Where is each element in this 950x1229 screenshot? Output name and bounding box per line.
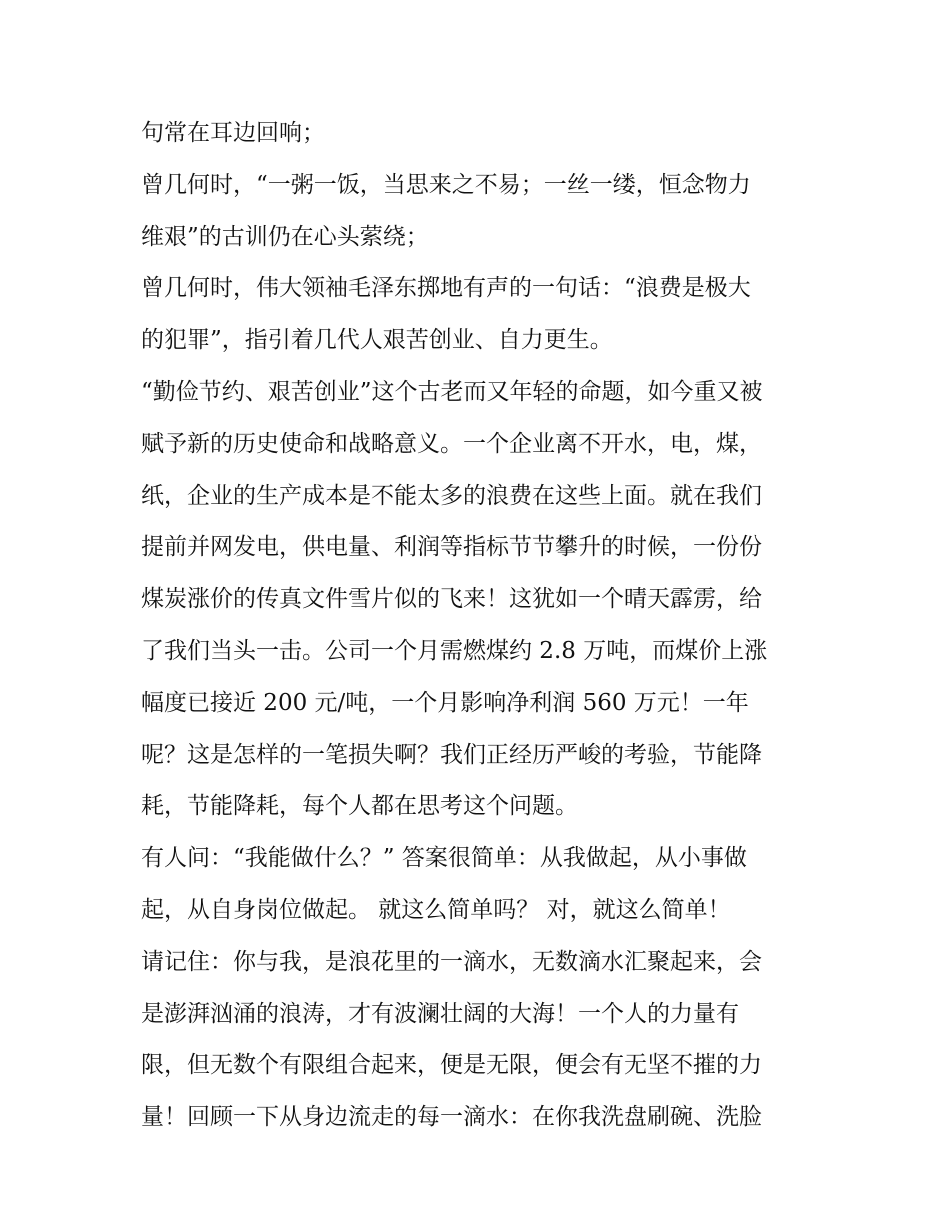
- text-line: 请记住：你与我，是浪花里的一滴水，无数滴水汇聚起来，会: [141, 948, 762, 975]
- text-line: 句常在耳边回响；: [141, 120, 325, 146]
- text-line: 耗，节能降耗，每个人都在思考这个问题。: [141, 793, 578, 820]
- text-line: 是澎湃汹涌的浪涛，才有波澜壮阔的大海！一个人的力量有: [141, 1000, 739, 1027]
- text-line: 曾几何时，伟大领袖毛泽东掷地有声的一句话：“浪费是极大: [141, 275, 751, 302]
- text-line: 纸，企业的生产成本是不能太多的浪费在这些上面。就在我们: [141, 482, 762, 509]
- text-line: 维艰”的古训仍在心头萦绕；: [141, 223, 429, 250]
- text-line: 呢？这是怎样的一笔损失啊？我们正经历严峻的考验，节能降: [141, 741, 762, 768]
- text-line: 起，从自身岗位做起。 就这么简单吗？ 对，就这么简单！: [141, 896, 731, 923]
- text-line: 赋予新的历史使命和战略意义。一个企业离不开水，电，煤，: [141, 430, 762, 457]
- text-line: 限，但无数个有限组合起来，便是无限，便会有无坚不摧的力: [141, 1052, 762, 1079]
- text-line: 量！回顾一下从身边流走的每一滴水：在你我洗盘刷碗、洗脸: [141, 1104, 762, 1131]
- body-text: [141, 108, 831, 1144]
- text-line: 的犯罪”，指引着几代人艰苦创业、自力更生。: [141, 327, 613, 354]
- text-line: 提前并网发电，供电量、利润等指标节节攀升的时候，一份份: [141, 534, 762, 561]
- text-line: 有人问：“我能做什么？” 答案很简单：从我做起，从小事做: [141, 845, 747, 872]
- text-line: 煤炭涨价的传真文件雪片似的飞来！这犹如一个晴天霹雳，给: [141, 586, 762, 613]
- text-line: “勤俭节约、艰苦创业”这个古老而又年轻的命题，如今重又被: [141, 378, 763, 405]
- text-line: 曾几何时，“一粥一饭，当思来之不易；一丝一缕，恒念物力: [141, 171, 751, 198]
- text-line: 幅度已接近 200 元/吨，一个月影响净利润 560 万元！一年: [141, 689, 749, 716]
- text-line: 了我们当头一击。公司一个月需燃煤约 2.8 万吨，而煤价上涨: [141, 637, 768, 664]
